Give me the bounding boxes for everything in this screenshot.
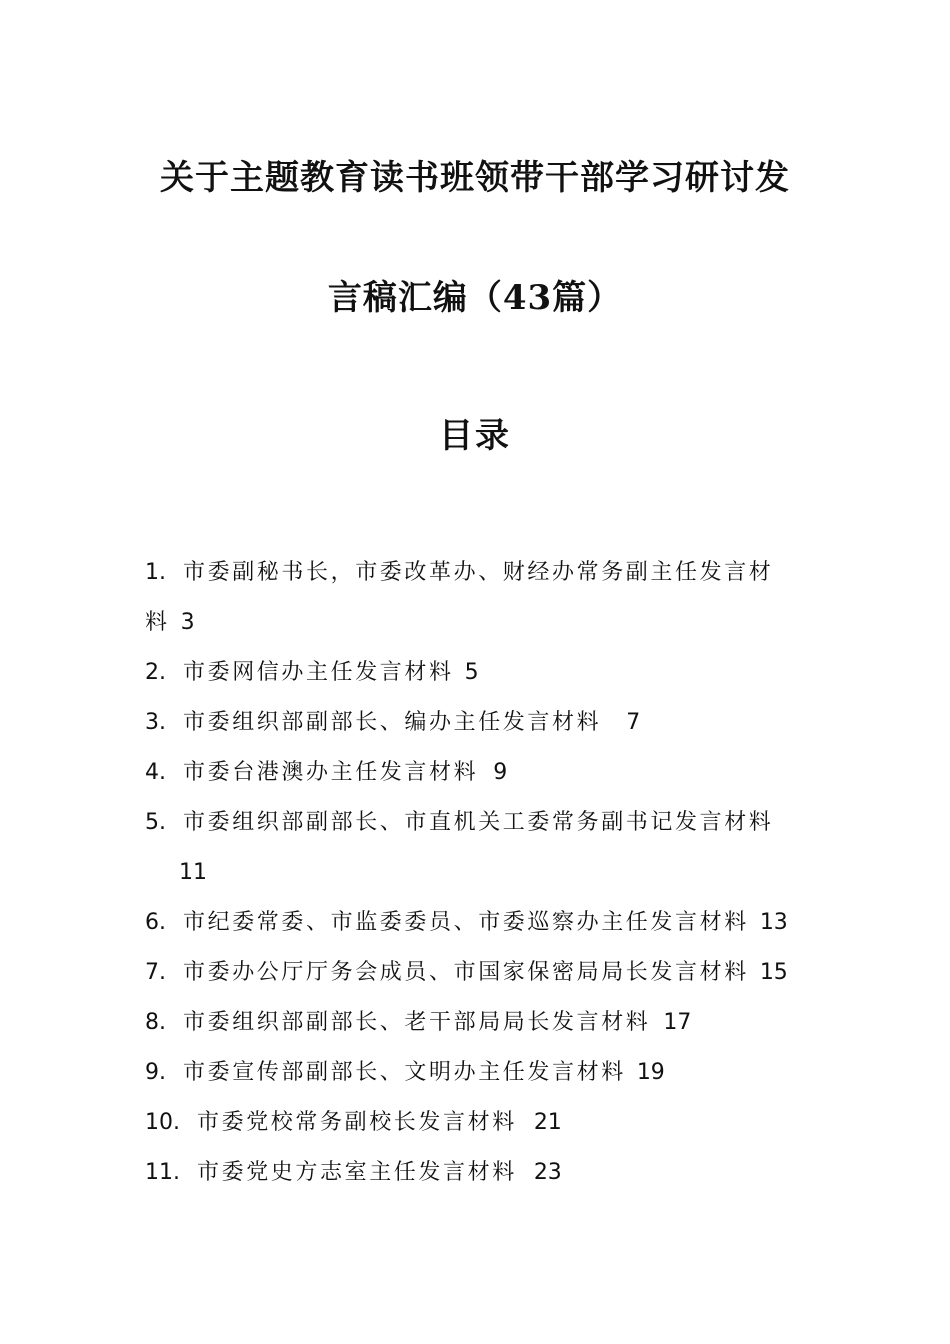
toc-entry-2[interactable] <box>145 648 813 698</box>
toc-entry-title-continued: 料 <box>145 610 170 635</box>
toc-entry-page: 15 <box>759 960 788 985</box>
toc-entry-page: 5 <box>464 660 479 685</box>
toc-entry-3[interactable] <box>145 698 813 748</box>
toc-entry-6[interactable] <box>145 898 813 948</box>
toc-entry-number: 3. <box>145 710 166 735</box>
toc-entry-number: 8. <box>145 1010 166 1035</box>
toc-entry-page: 17 <box>663 1010 692 1035</box>
toc-entry-number: 11. <box>145 1160 180 1185</box>
toc-entry-11[interactable] <box>145 1148 813 1198</box>
toc-entry-5[interactable] <box>145 798 813 848</box>
toc-entry-title: 市委办公厅厅务会成员、市国家保密局局长发言材料 <box>183 960 749 985</box>
toc-entry-4[interactable] <box>145 748 813 798</box>
toc-entry-title: 市委副秘书长，市委改革办、财经办常务副主任发言材 <box>183 560 774 585</box>
toc-entry-title: 市委台港澳办主任发言材料 <box>183 760 479 785</box>
toc-entry-number: 10. <box>145 1110 180 1135</box>
toc-entry-title: 市委组织部副部长、编办主任发言材料 <box>183 710 602 735</box>
toc-entry-page: 21 <box>533 1110 562 1135</box>
toc-entry-number: 2. <box>145 660 166 685</box>
toc-entry-number: 6. <box>145 910 166 935</box>
toc-entry-number: 4. <box>145 760 166 785</box>
toc-entry-page: 13 <box>759 910 788 935</box>
toc-entry-title: 市纪委常委、市监委委员、市委巡察办主任发言材料 <box>183 910 749 935</box>
toc-entry-number: 9. <box>145 1060 166 1085</box>
toc-entry-number: 5. <box>145 810 166 835</box>
toc-entry-page: 7 <box>626 710 641 735</box>
toc-entry-1[interactable] <box>145 548 813 598</box>
toc-entry-page: 3 <box>180 610 195 635</box>
document-title-line-2: 言稿汇编（43篇） <box>327 278 623 318</box>
toc-entry-page: 11 <box>179 860 207 885</box>
toc-entry-5-page-line[interactable] <box>145 848 813 898</box>
toc-entry-10[interactable] <box>145 1098 813 1148</box>
toc-entry-8[interactable] <box>145 998 813 1048</box>
toc-entry-title: 市委宣传部副部长、文明办主任发言材料 <box>183 1060 626 1085</box>
toc-entry-title: 市委党校常务副校长发言材料 <box>197 1110 517 1135</box>
toc-entry-page: 23 <box>533 1160 562 1185</box>
toc-entry-number: 7. <box>145 960 166 985</box>
toc-entry-page: 19 <box>636 1060 665 1085</box>
toc-entry-9[interactable] <box>145 1048 813 1098</box>
toc-entry-title: 市委组织部副部长、市直机关工委常务副书记发言材料 <box>183 810 774 835</box>
toc-entry-title: 市委组织部副部长、老干部局局长发言材料 <box>183 1010 651 1035</box>
toc-entry-title: 市委党史方志室主任发言材料 <box>197 1160 517 1185</box>
document-title-line-1: 关于主题教育读书班领带干部学习研讨发 <box>160 158 790 198</box>
toc-entry-number: 1. <box>145 560 166 585</box>
toc-entry-7[interactable] <box>145 948 813 998</box>
toc-entry-page: 9 <box>493 760 508 785</box>
table-of-contents <box>145 548 813 1198</box>
toc-entry-title: 市委网信办主任发言材料 <box>183 660 454 685</box>
toc-heading: 目录 <box>439 416 511 456</box>
toc-entry-1-continued[interactable] <box>145 598 813 648</box>
